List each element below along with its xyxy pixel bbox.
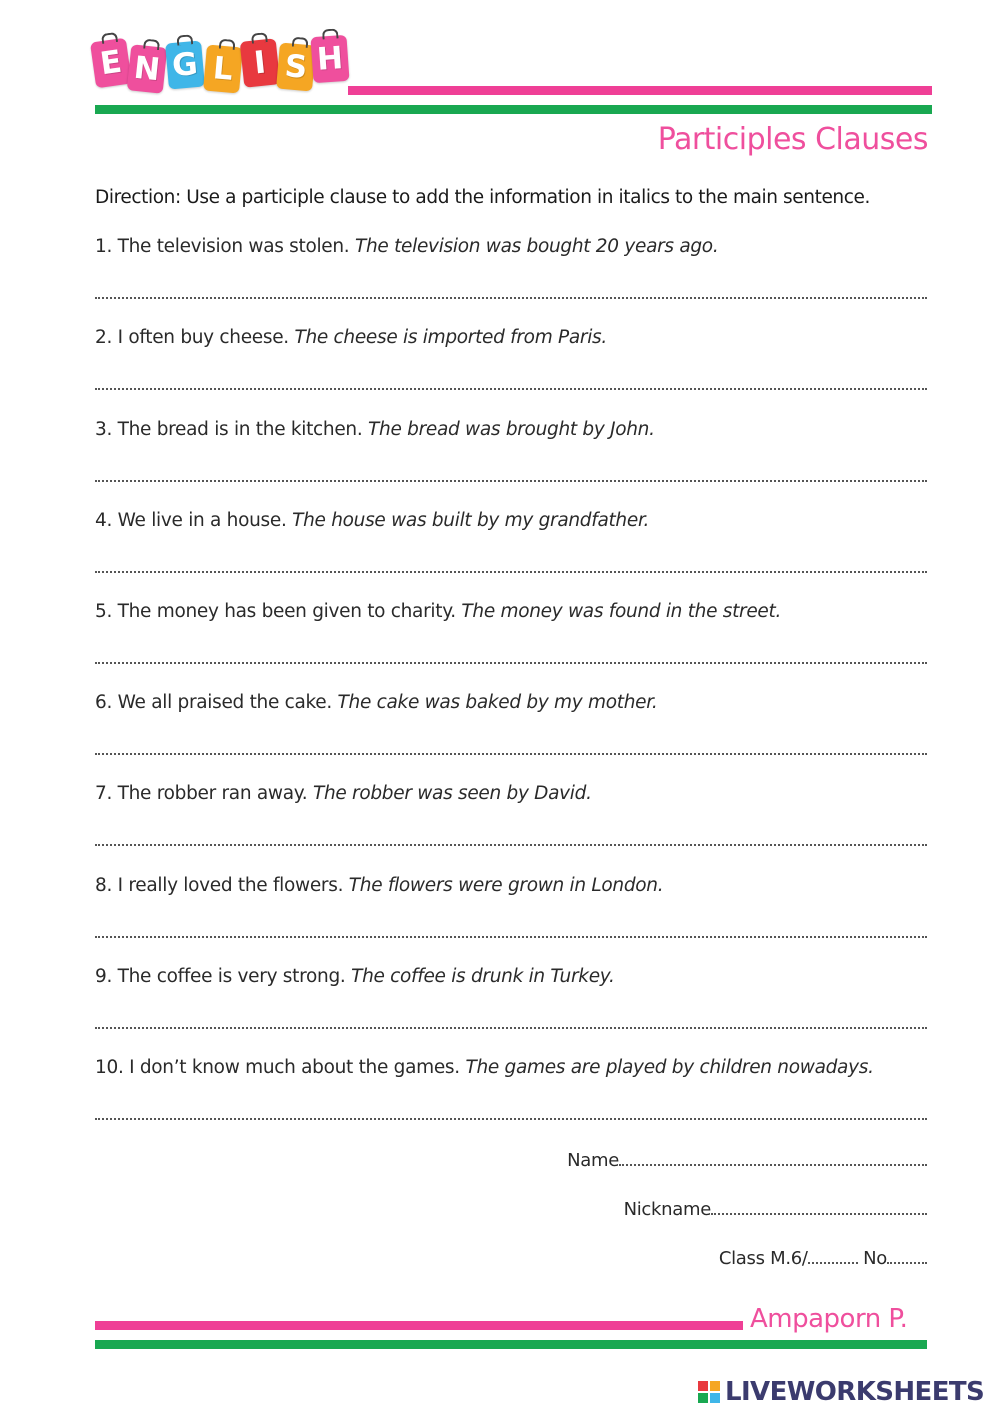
answer-line-8[interactable] [95, 936, 927, 938]
answer-line-4[interactable] [95, 571, 927, 573]
class-no-field [719, 1248, 927, 1269]
question-4: 4. We live in a house. The house was built by my grandfather. [95, 510, 650, 531]
question-5: 5. The money has been given to charity. The money was found in the street. [95, 601, 782, 622]
answer-line-2[interactable] [95, 388, 927, 390]
logo-letter-i: I [240, 38, 281, 88]
nickname-label: Nickname [623, 1199, 711, 1220]
logo-letter-l: L [203, 45, 243, 94]
question-1: 1. The television was stolen. The television was bought 20 years ago. [95, 236, 719, 257]
header-pink-rule [348, 86, 932, 95]
logo-letter-s: S [276, 43, 316, 92]
question-6: 6. We all praised the cake. The cake was baked by my mother. [95, 692, 658, 713]
question-9: 9. The coffee is very strong. The coffee is drunk in Turkey. [95, 966, 615, 987]
class-label: Class M.6/ [718, 1248, 808, 1269]
name-input[interactable] [619, 1150, 927, 1166]
question-7: 7. The robber ran away. The robber was seen by David. [95, 783, 592, 804]
question-3: 3. The bread is in the kitchen. The bread was brought by John. [95, 419, 655, 440]
answer-line-6[interactable] [95, 753, 927, 755]
class-input[interactable] [808, 1248, 858, 1264]
logo-letter-h: H [310, 35, 349, 83]
answer-line-7[interactable] [95, 844, 927, 846]
nickname-input[interactable] [711, 1199, 927, 1215]
name-field [567, 1150, 927, 1171]
logo-letter-g: G [165, 41, 205, 90]
direction-text: Direction: Use a participle clause to add the information in italics to the main sentence. [95, 187, 870, 208]
header-green-rule [95, 105, 932, 114]
logo-letter-e: E [90, 38, 132, 89]
liveworksheets-watermark [697, 1377, 984, 1407]
english-logo [93, 32, 348, 98]
question-2: 2. I often buy cheese. The cheese is imported from Paris. [95, 327, 607, 348]
footer-green-rule [95, 1340, 927, 1349]
answer-line-5[interactable] [95, 662, 927, 664]
answer-line-1[interactable] [95, 297, 927, 299]
question-8: 8. I really loved the flowers. The flowers were grown in London. [95, 875, 664, 896]
liveworksheets-logo-icon [697, 1380, 721, 1404]
nickname-field [624, 1199, 927, 1220]
footer-pink-rule [95, 1321, 743, 1330]
question-10: 10. I don’t know much about the games. The games are played by children nowadays. [95, 1057, 874, 1078]
name-label: Name [567, 1150, 619, 1171]
no-input[interactable] [887, 1248, 927, 1264]
answer-line-10[interactable] [95, 1118, 927, 1120]
author-name: Ampaporn P. [750, 1304, 908, 1334]
liveworksheets-text: LIVEWORKSHEETS [725, 1377, 985, 1407]
answer-line-3[interactable] [95, 480, 927, 482]
logo-letter-n: N [127, 44, 168, 94]
answer-line-9[interactable] [95, 1027, 927, 1029]
no-label: No [863, 1248, 887, 1269]
page-title: Participles Clauses [657, 122, 928, 157]
